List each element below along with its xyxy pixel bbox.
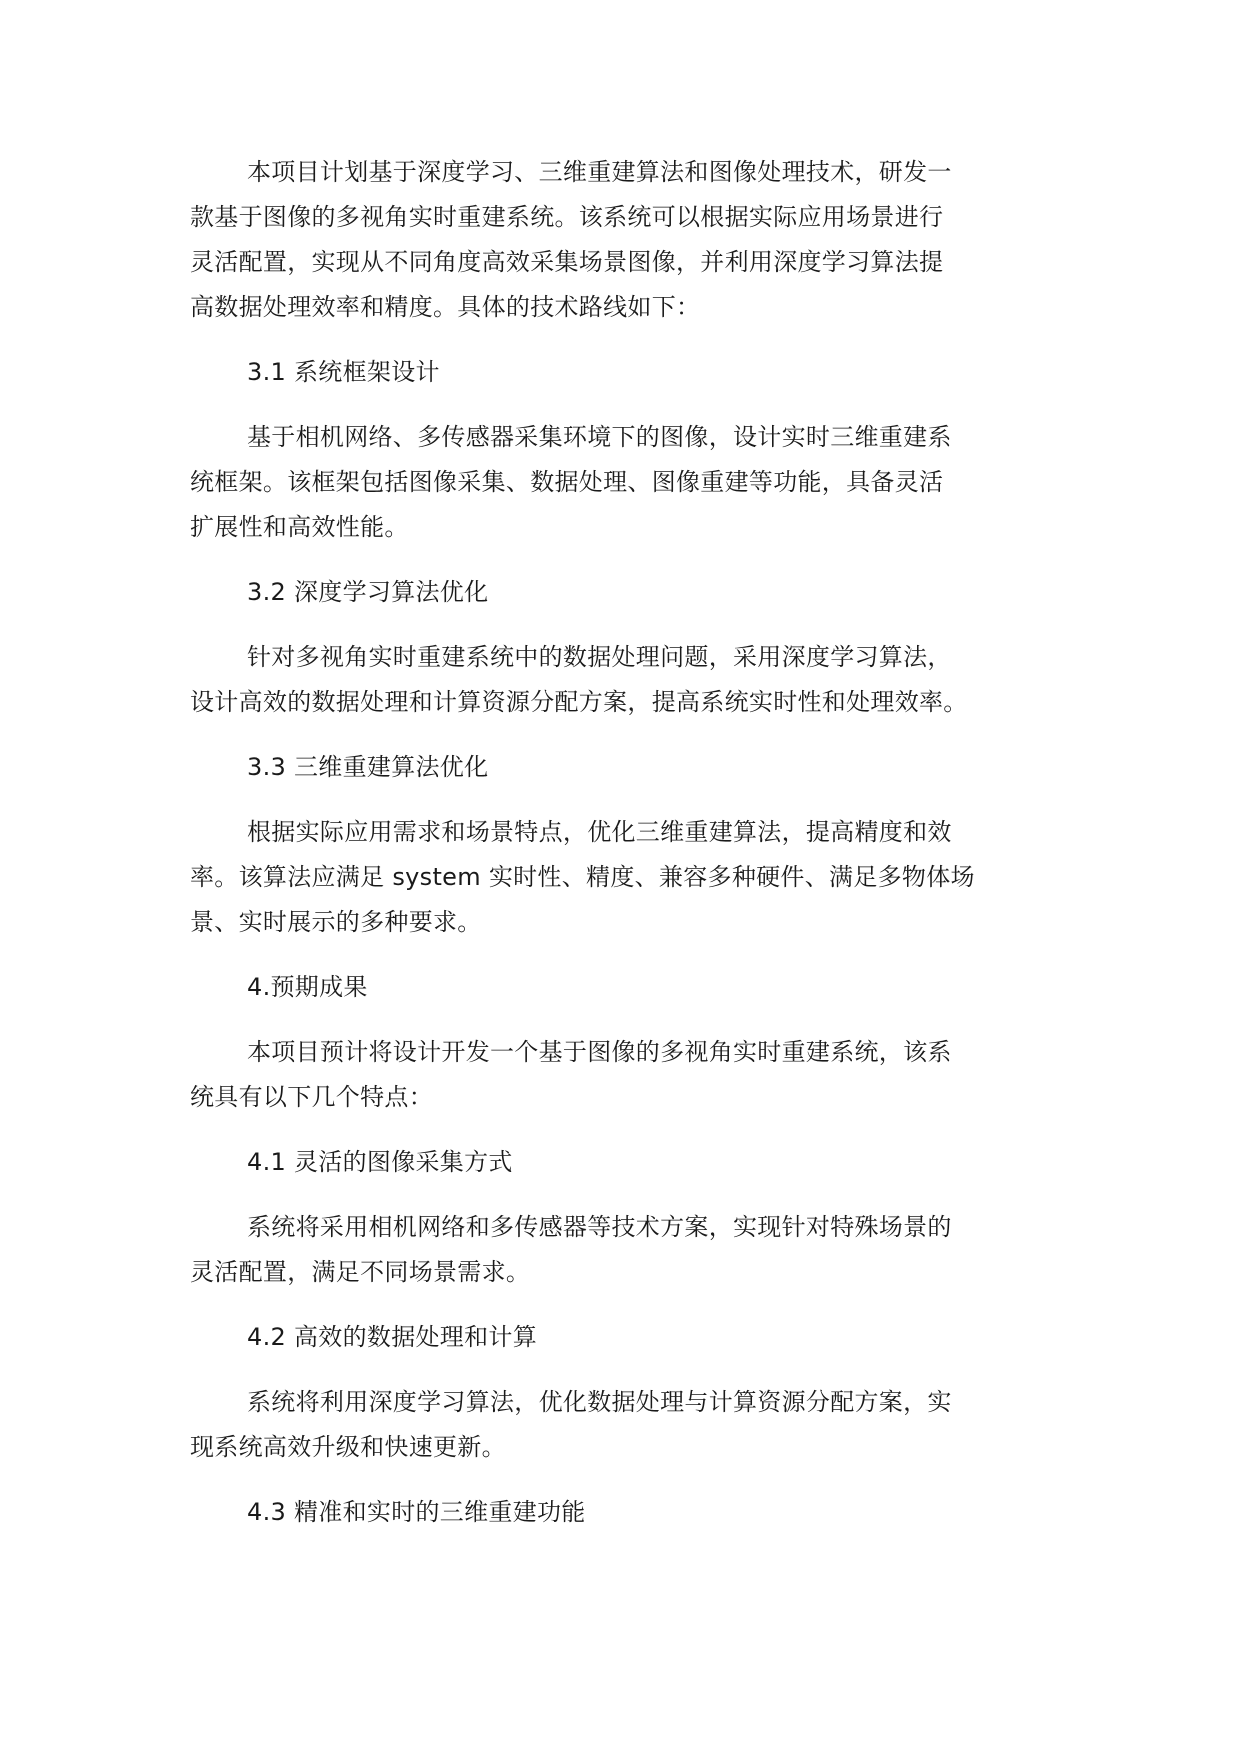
text-line: 本项目计划基于深度学习、三维重建算法和图像处理技术，研发一 xyxy=(247,158,952,186)
text-line: 现系统高效升级和快速更新。 xyxy=(190,1433,506,1461)
paragraph-4-1 xyxy=(190,1205,1070,1295)
text-line: 基于相机网络、多传感器采集环境下的图像，设计实时三维重建系 xyxy=(247,423,952,451)
text-line: 款基于图像的多视角实时重建系统。该系统可以根据实际应用场景进行 xyxy=(190,203,944,231)
section-heading-4-1: 4.1 灵活的图像采集方式 xyxy=(247,1148,513,1176)
text-line: 统具有以下几个特点： xyxy=(190,1083,433,1111)
section-heading-3-3: 3.3 三维重建算法优化 xyxy=(247,753,489,781)
text-line: 系统将利用深度学习算法，优化数据处理与计算资源分配方案，实 xyxy=(247,1388,952,1416)
text-line: 设计高效的数据处理和计算资源分配方案，提高系统实时性和处理效率。 xyxy=(190,688,968,716)
document-body xyxy=(190,150,1070,1555)
text-line: 针对多视角实时重建系统中的数据处理问题，采用深度学习算法， xyxy=(247,643,952,671)
text-line: 本项目预计将设计开发一个基于图像的多视角实时重建系统，该系 xyxy=(247,1038,952,1066)
text-line: 高数据处理效率和精度。具体的技术路线如下： xyxy=(190,293,701,321)
paragraph-4 xyxy=(190,1030,1070,1120)
text-line: 统框架。该框架包括图像采集、数据处理、图像重建等功能，具备灵活 xyxy=(190,468,944,496)
section-heading-3-1: 3.1 系统框架设计 xyxy=(247,358,440,386)
section-heading-4-3: 4.3 精准和实时的三维重建功能 xyxy=(247,1498,586,1526)
paragraph-3-2 xyxy=(190,635,1070,725)
text-line: 率。该算法应满足 system 实时性、精度、兼容多种硬件、满足多物体场 xyxy=(190,863,975,891)
paragraph-4-2 xyxy=(190,1380,1070,1470)
paragraph-3-3 xyxy=(190,810,1070,945)
text-line: 灵活配置，实现从不同角度高效采集场景图像，并利用深度学习算法提 xyxy=(190,248,944,276)
section-heading-4-2: 4.2 高效的数据处理和计算 xyxy=(247,1323,537,1351)
paragraph-intro xyxy=(190,150,1070,330)
section-heading-4: 4.预期成果 xyxy=(247,973,368,1001)
text-line: 根据实际应用需求和场景特点，优化三维重建算法，提高精度和效 xyxy=(247,818,952,846)
paragraph-3-1 xyxy=(190,415,1070,550)
text-line: 扩展性和高效性能。 xyxy=(190,513,409,541)
section-heading-3-2: 3.2 深度学习算法优化 xyxy=(247,578,489,606)
text-line: 系统将采用相机网络和多传感器等技术方案，实现针对特殊场景的 xyxy=(247,1213,952,1241)
text-line: 灵活配置，满足不同场景需求。 xyxy=(190,1258,531,1286)
text-line: 景、实时展示的多种要求。 xyxy=(190,908,482,936)
